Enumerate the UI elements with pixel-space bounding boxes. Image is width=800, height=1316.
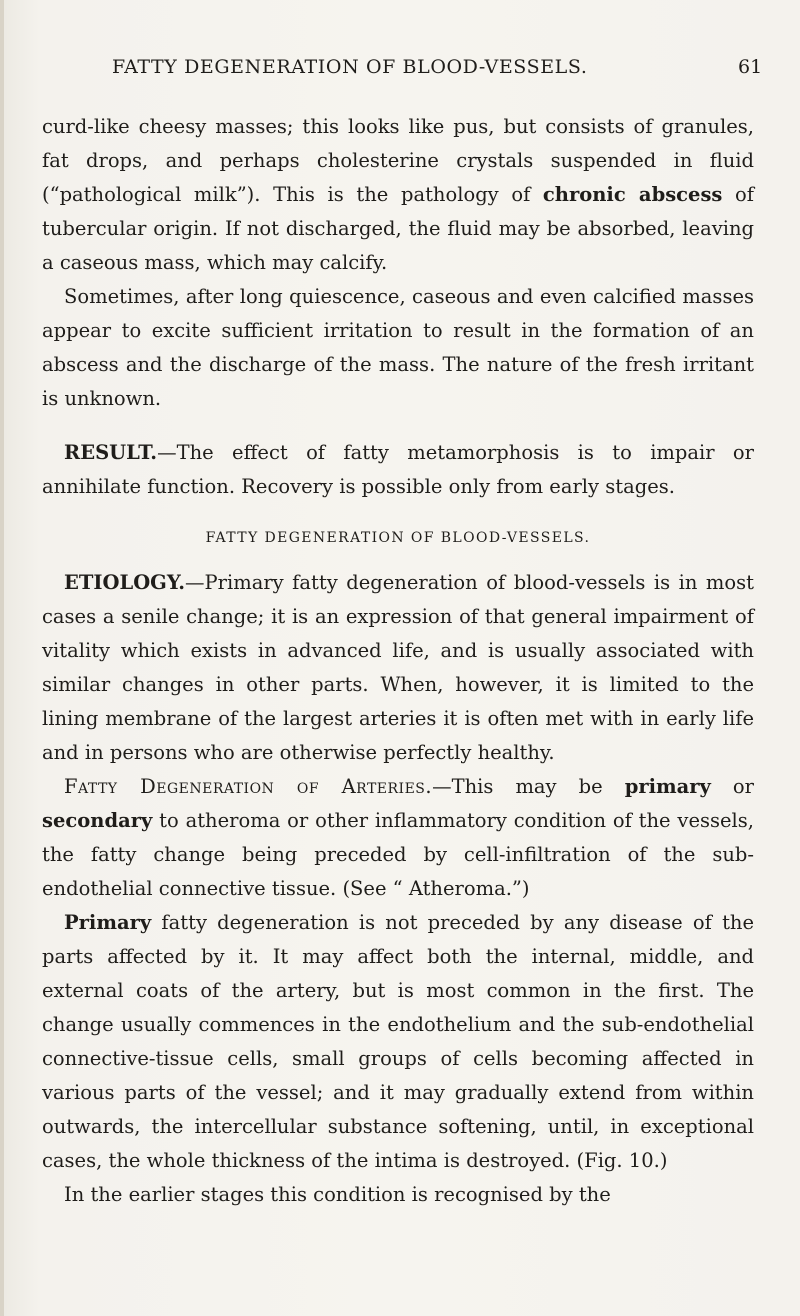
bold-term-primary: primary — [624, 775, 711, 798]
subsection-heading-arteries: Fatty Degeneration of Arteries. — [64, 775, 433, 798]
paragraph-text: or — [710, 775, 754, 798]
section-heading: FATTY DEGENERATION OF BLOOD-VESSELS. — [205, 530, 591, 546]
paragraph-text: to atheroma or other inflammatory condition of the vessels, the fatty change being preceded by cell-infiltration of the sub-endothelial connective tissue. (See “ Atheroma.”) — [42, 809, 754, 900]
paragraph-text: fatty degeneration is not preceded by any disease of the parts affected by it. It may affect both the internal, middle, and external coats of the artery, but is most common in the first. The change usually commences in the endothelium and the sub-endothelial connective-tissue cells, small groups of cells becoming affected in various parts of the vessel; and it may gradually extend from within outwards, the intercellular substance softening, until, in exceptional cases, the whole thickness of the intima is destroyed. (Fig. 10.) — [42, 911, 754, 1172]
paragraph-quiescence: Sometimes, after long quiescence, caseous and even calcified masses appear to excite sufficient irritation to result in the formation of an abscess and the discharge of the mass. The nature of the fresh irritant is unknown. — [42, 285, 754, 410]
page-body — [42, 110, 754, 1212]
paragraph-text: —This may be — [432, 775, 625, 798]
paragraph-primary — [42, 906, 754, 1178]
etiology-heading: ETIOLOGY. — [64, 571, 186, 594]
bold-term-secondary: secondary — [42, 809, 153, 832]
bold-term-primary-lead: Primary — [64, 911, 152, 934]
paragraph-fatty-arteries — [42, 770, 754, 906]
paragraph-result — [42, 436, 754, 504]
paragraph-text: —Primary fatty degeneration of blood-vessels is in most cases a senile change; it is an expression of that general impairment of vitality which exists in advanced life, and is usually associated with similar changes in other parts. When, however, it is limited to the lining membrane of the largest arteries it is often met with in early life and in persons who are otherwise perfectly healthy. — [42, 571, 754, 764]
paragraph-caseous-masses — [42, 110, 754, 280]
paragraph-etiology — [42, 566, 754, 770]
paragraph-text: curd-like cheesy masses; this looks like pus, but consists of granules, fat drops, and perhaps cholesterine crystals suspended in fluid (“pathological milk”). This is the pathology of — [42, 115, 754, 206]
result-heading: RESULT. — [64, 441, 158, 464]
paragraph-text: of tubercular origin. If not discharged, the fluid may be absorbed, leaving a caseous mass, which may calcify. — [42, 183, 755, 274]
page-number: 61 — [738, 56, 763, 78]
running-head — [0, 56, 800, 96]
paragraph-last-line: In the earlier stages this condition is recognised by the — [64, 1183, 611, 1206]
page-edge-shadow — [0, 0, 4, 1316]
running-title: FATTY DEGENERATION OF BLOOD-VESSELS. — [112, 56, 588, 78]
bold-term-chronic-abscess: chronic abscess — [542, 183, 723, 206]
paragraph-text: —The effect of fatty metamorphosis is to impair or annihilate function. Recovery is possible only from early stages. — [42, 441, 754, 498]
